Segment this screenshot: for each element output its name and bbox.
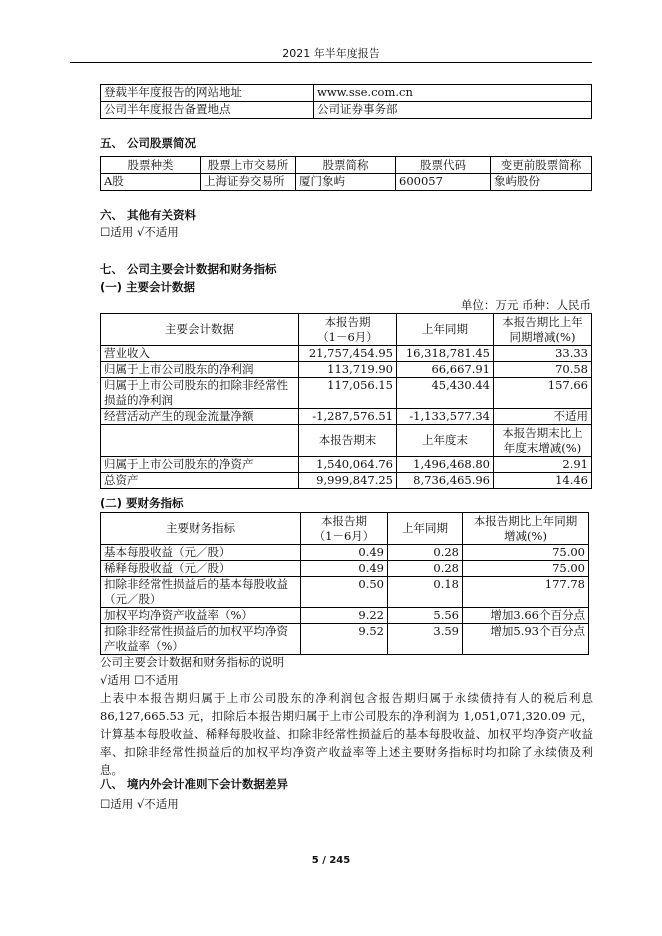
table-row: [101, 346, 592, 362]
table-cell: 上海证券交易所: [201, 174, 296, 191]
table-cell: 0.50: [301, 577, 388, 608]
table-cell: 1,540,064.76: [299, 457, 397, 473]
table-cell: 157.66: [494, 378, 592, 409]
table-cell: A股: [101, 174, 201, 191]
table-cell: 70.58: [494, 362, 592, 378]
table-cell: 不适用: [494, 409, 592, 425]
section5-title: 五、 公司股票简况: [100, 136, 197, 150]
table-cell: 0.18: [388, 577, 463, 608]
table-row: [101, 561, 589, 577]
section6-title: 六、 其他有关资料: [100, 208, 197, 222]
section7-title: 七、 公司主要会计数据和财务指标: [100, 262, 277, 276]
note-text: 上表中本报告期归属于上市公司股东的净利润包含报告期归属于永续债持有人的税后利息 86,127,665.53 元，扣除后本报告期归属于上市公司股东的净利润为 1,051,071,320.09 元，计算基本每股收益、稀释每股收益、扣除非经常性损益后的基本每股收益、加权平均净资产收益率、扣除非经常性损益后的加权平均净资产收益率等上述主要财务指标时均扣除了永续债及利息。: [100, 691, 593, 777]
table-cell: 厦门象屿: [296, 174, 396, 191]
table-cell: 3.59: [388, 624, 463, 655]
table-cell: 75.00: [463, 561, 589, 577]
table-row: [101, 473, 592, 489]
table-cell: 75.00: [463, 545, 589, 561]
table-row: [101, 457, 592, 473]
table-cell: 177.78: [463, 577, 589, 608]
table-cell: 扣除非经常性损益后的基本每股收益（元／股）: [101, 577, 301, 608]
table-cell: 9.52: [301, 624, 388, 655]
table-cell: [101, 425, 299, 457]
table-row: [101, 85, 592, 102]
table-cell: 21,757,454.95: [299, 346, 397, 362]
table-row: [101, 425, 592, 457]
table-row: [101, 362, 592, 378]
table-cell: 股票上市交易所: [201, 157, 296, 174]
table-cell: 2.91: [494, 457, 592, 473]
table-cell: 归属于上市公司股东的净利润: [101, 362, 299, 378]
table-cell: 经营活动产生的现金流量净额: [101, 409, 299, 425]
table-cell: 归属于上市公司股东的净资产: [101, 457, 299, 473]
table-cell: 加权平均净资产收益率（%）: [101, 608, 301, 624]
table-cell: 0.49: [301, 545, 388, 561]
table-cell: 扣除非经常性损益后的加权平均净资产收益率（%）: [101, 624, 301, 655]
unit-label: 单位：万元 币种：人民币: [460, 298, 591, 312]
table-row: [101, 102, 592, 119]
table-cell: 117,056.15: [299, 378, 397, 409]
table-cell: 上年同期: [397, 314, 494, 346]
table-cell: -1,133,577.34: [397, 409, 494, 425]
table-cell: 增加3.66个百分点: [463, 608, 589, 624]
table-cell: 上年度末: [397, 425, 494, 457]
page-number: 5 / 245: [311, 855, 351, 866]
table-row: [101, 577, 589, 608]
table-cell: 主要财务指标: [101, 513, 301, 545]
table-cell: 33.33: [494, 346, 592, 362]
table-cell: 0.28: [388, 561, 463, 577]
table-cell: 0.28: [388, 545, 463, 561]
section6-applicability: ☐适用 √不适用: [100, 225, 179, 239]
table-cell: 本报告期末: [299, 425, 397, 457]
table-row: [101, 624, 589, 655]
table-cell: 变更前股票简称: [491, 157, 592, 174]
table-cell: 5.56: [388, 608, 463, 624]
table-cell: -1,287,576.51: [299, 409, 397, 425]
section8-applicability: ☐适用 √不适用: [100, 797, 179, 811]
table-cell: 0.49: [301, 561, 388, 577]
table-cell: 16,318,781.45: [397, 346, 494, 362]
table-row: [101, 513, 589, 545]
table-cell: 9.22: [301, 608, 388, 624]
table-row: [101, 545, 589, 561]
table-cell: 股票代码: [396, 157, 491, 174]
table-cell: 66,667.91: [397, 362, 494, 378]
header-rule: [70, 62, 592, 63]
table-cell: 公司证券事务部: [314, 102, 592, 119]
table-cell: 本报告期末比上 年度末增减(%): [494, 425, 592, 457]
table-cell: 基本每股收益（元／股）: [101, 545, 301, 561]
table-row: [101, 314, 592, 346]
table-cell: 600057: [396, 174, 491, 191]
section8-title: 八、 境内外会计准则下会计数据差异: [100, 777, 289, 791]
table-cell: 公司半年度报告备置地点: [101, 102, 314, 119]
table-cell: 8,736,465.96: [397, 473, 494, 489]
table-cell: 象屿股份: [491, 174, 592, 191]
table-row: [101, 157, 592, 174]
table-cell: 1,496,468.80: [397, 457, 494, 473]
table-cell: 归属于上市公司股东的扣除非经常性损益的净利润: [101, 378, 299, 409]
note-applicability: √适用 ☐不适用: [100, 673, 179, 687]
table-row: [101, 174, 592, 191]
table-cell: 增加5.93个百分点: [463, 624, 589, 655]
table-cell: 14.46: [494, 473, 592, 489]
table-row: [101, 378, 592, 409]
table-cell: 主要会计数据: [101, 314, 299, 346]
note-title: 公司主要会计数据和财务指标的说明: [100, 655, 284, 669]
table-cell: 总资产: [101, 473, 299, 489]
financial-indicators-table: [100, 512, 589, 655]
table-cell: 稀释每股收益（元／股）: [101, 561, 301, 577]
table-row: [101, 409, 592, 425]
table-cell: 本报告期比上年 同期增减(%): [494, 314, 592, 346]
table-cell: 113,719.90: [299, 362, 397, 378]
info-table: [100, 84, 592, 119]
section7-sub1: (一) 主要会计数据: [100, 280, 196, 294]
stock-table: [100, 156, 592, 191]
table-cell: 本报告期比上年同期 增减(%): [463, 513, 589, 545]
table-cell: 本报告期 （1－6月）: [299, 314, 397, 346]
page-header: 2021 年半年度报告: [282, 47, 380, 60]
accounting-data-table: [100, 313, 592, 489]
table-cell: 上年同期: [388, 513, 463, 545]
table-cell: 营业收入: [101, 346, 299, 362]
table-cell: 登载半年度报告的网站地址: [101, 85, 314, 102]
table-cell: 股票种类: [101, 157, 201, 174]
table-cell: 股票简称: [296, 157, 396, 174]
table-cell: 9,999,847.25: [299, 473, 397, 489]
section7-sub2: (二) 要财务指标: [100, 496, 184, 510]
table-cell: www.sse.com.cn: [314, 85, 592, 102]
table-row: [101, 608, 589, 624]
table-cell: 本报告期 （1－6月）: [301, 513, 388, 545]
table-cell: 45,430.44: [397, 378, 494, 409]
